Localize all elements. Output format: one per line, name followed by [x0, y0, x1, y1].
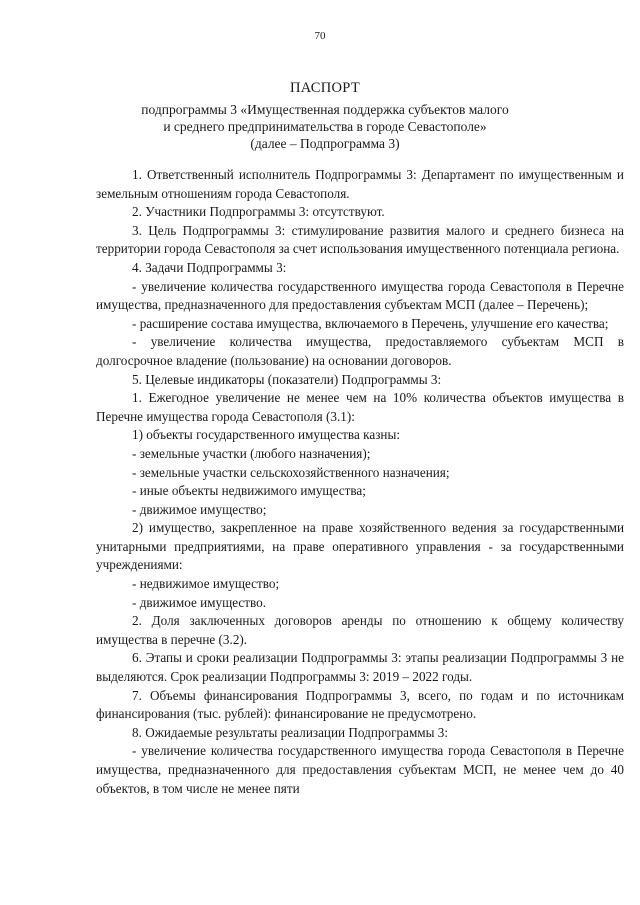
paragraph-5-indicators: 5. Целевые индикаторы (показатели) Подпрограммы 3: [132, 371, 442, 387]
indicator-1-a-item-4: - движимое имущество; [132, 501, 267, 517]
indicator-2: 2. Доля заключенных договоров аренды по отношению к общему количеству имущества в перечне (3.2). [96, 613, 624, 647]
indicator-1: 1. Ежегодное увеличение не менее чем на 10% количества объектов имущества в Перечне имущества города Севастополя (3.1): [96, 390, 624, 424]
indicator-1-b-item-1: - недвижимое имущество; [132, 576, 280, 592]
indicator-1-a-item-2: - земельные участки сельскохозяйственного назначения; [132, 464, 450, 480]
indicator-1-a-item-3: - иные объекты недвижимого имущества; [132, 483, 366, 499]
paragraph-2-participants: 2. Участники Подпрограммы 3: отсутствуют. [132, 204, 385, 220]
task-item-2: - расширение состава имущества, включаемого в Перечень, улучшение его качества; [132, 315, 609, 331]
indicator-1-b-item-2: - движимое имущество. [132, 594, 267, 610]
paragraph-1-responsible: 1. Ответственный исполнитель Подпрограммы 3: Департамент по имущественным и земельным отношениям города Севастополя. [96, 167, 624, 201]
indicator-1-group-b: 2) имущество, закрепленное на праве хозяйственного ведения за государственными унитарными предприятиями, на праве оперативного управления - за государственными учреждениями: [96, 520, 624, 573]
paragraph-4-tasks: 4. Задачи Подпрограммы 3: [132, 259, 287, 275]
subtitle-line-1: подпрограммы 3 «Имущественная поддержка субъектов малого [141, 102, 509, 117]
passport-header [100, 80, 550, 152]
document-body [96, 166, 624, 798]
task-item-3: - увеличение количества имущества, предоставляемого субъектам МСП в долгосрочное владение (пользование) на основании договоров. [96, 334, 624, 368]
result-item-1: - увеличение количества государственного имущества города Севастополя в Перечне имущества, предназначенного для предоставления субъектам МСП, не менее чем до 40 объектов, в том числе не менее пяти [96, 743, 624, 796]
page-number: 70 [314, 30, 326, 42]
indicator-1-a-item-1: - земельные участки (любого назначения); [132, 445, 371, 461]
subtitle-line-3: (далее – Подпрограмма 3) [250, 136, 400, 151]
subtitle-line-2: и среднего предпринимательства в городе Севастополе» [163, 119, 487, 134]
paragraph-3-goal: 3. Цель Подпрограммы 3: стимулирование развития малого и среднего бизнеса на территории города Севастополя за счет использования имущественного потенциала региона. [96, 222, 624, 257]
paragraph-8-results: 8. Ожидаемые результаты реализации Подпрограммы 3: [132, 724, 449, 740]
document-title: ПАСПОРТ [289, 80, 361, 96]
paragraph-7-funding: 7. Объемы финансирования Подпрограммы 3, всего, по годам и по источникам финансирования (тыс. рублей): финансирование не предусмотрено. [96, 687, 624, 722]
indicator-1-group-a: 1) объекты государственного имущества казны: [132, 427, 400, 443]
paragraph-6-stages: 6. Этапы и сроки реализации Подпрограммы 3: этапы реализации Подпрограммы 3 не выделяются. Срок реализации Подпрограммы 3: 2019 – 2022 годы. [96, 650, 624, 685]
task-item-1: - увеличение количества государственного имущества города Севастополя в Перечне имущества, предназначенного для предоставления субъектам МСП (далее – Перечень); [96, 278, 624, 313]
